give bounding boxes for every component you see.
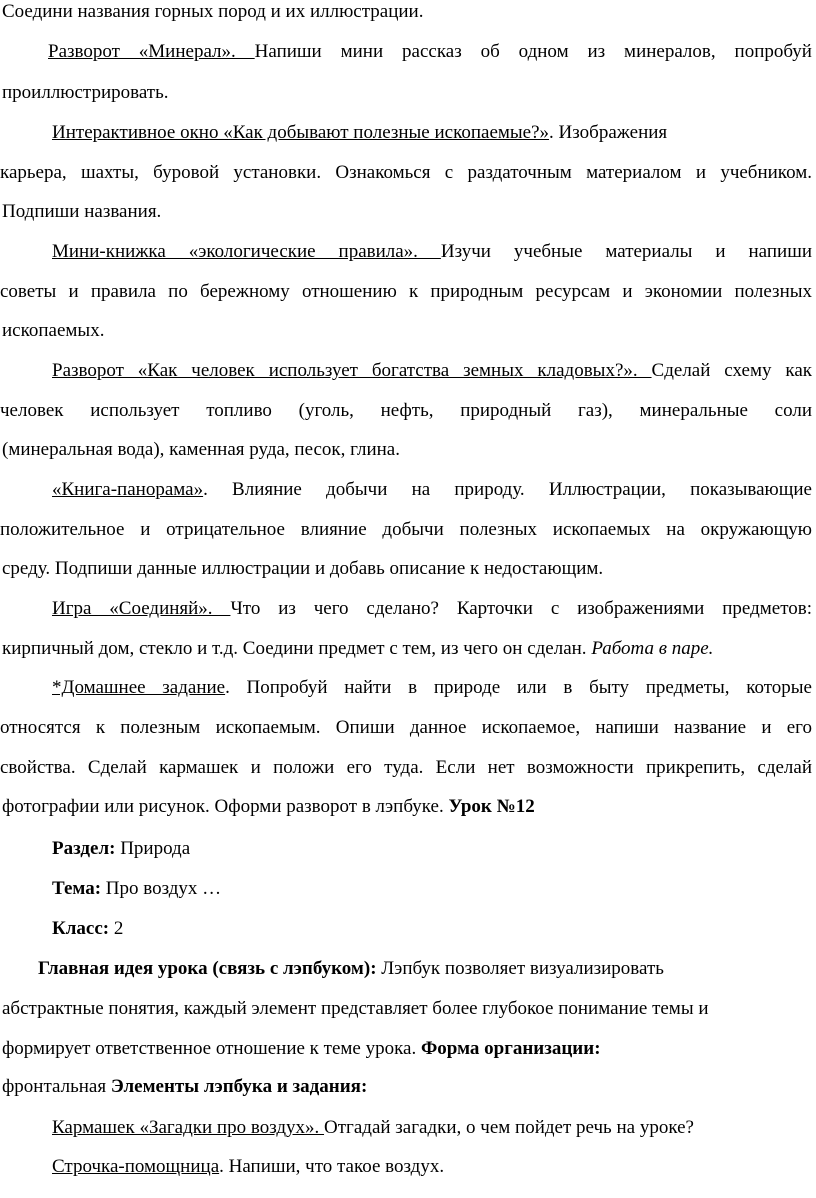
p4-line2-text: человек использует топливо (уголь, нефть, природный газ), минеральные соли [0, 400, 812, 421]
p2-line3-text: Подпиши названия. [2, 201, 162, 222]
intro-line [2, 1, 423, 23]
p7-title: *Домашнее задание [52, 677, 226, 698]
p3-title: Мини-книжка «экологические правила». [52, 241, 441, 262]
class-line [52, 918, 123, 940]
p6-title: Игра «Соединяй». [52, 598, 231, 619]
p1-line1-rest: Напиши мини рассказ об одном из минералов, попробуй [254, 41, 812, 62]
section-line [52, 838, 190, 860]
p3-line1-rest: Изучи учебные материалы и напиши [440, 241, 812, 262]
topic-line [52, 878, 221, 900]
p6-line-1 [0, 598, 812, 620]
p4-line1-rest: Сделай схему как [651, 360, 812, 381]
p4-title: Разворот «Как человек использует богатства земных кладовых?». [52, 360, 652, 381]
p7-line2-text: относятся к полезным ископаемым. Опиши данное ископаемое, напиши название и его [0, 717, 812, 738]
p5-line1-rest: . Влияние добычи на природу. Иллюстрации, показывающие [203, 479, 812, 500]
section-value: Природа [115, 838, 191, 859]
p5-line-1 [0, 479, 812, 501]
task-2-line [52, 1156, 444, 1178]
idea-line4-text: фронтальная [2, 1076, 111, 1097]
p4-line-1 [0, 360, 812, 382]
p7-line3-text: свойства. Сделай кармашек и положи его туда. Если нет возможности прикрепить, сделай [0, 757, 812, 778]
task-1-line [52, 1117, 694, 1139]
p2-line1-rest: . Изображения [549, 122, 668, 143]
idea-line-4 [2, 1076, 367, 1098]
p5-line3-text: среду. Подпиши данные иллюстрации и добавь описание к недостающим. [2, 558, 604, 579]
p3-line-2 [0, 281, 812, 303]
topic-value: Про воздух … [101, 878, 222, 899]
idea-label: Главная идея урока (связь с лэпбуком): [38, 958, 377, 979]
task-2-text: . Напиши, что такое воздух. [219, 1156, 445, 1177]
p6-line-2 [2, 638, 713, 660]
p2-title: Интерактивное окно «Как добывают полезные ископаемые?» [52, 122, 550, 143]
section-label: Раздел: [52, 838, 116, 859]
p7-line-2 [0, 717, 812, 739]
p5-line2-text: положительное и отрицательное влияние добычи полезных ископаемых на окружающую [0, 519, 812, 540]
p4-line3-text: (минеральная вода), каменная руда, песок, глина. [2, 439, 400, 460]
p3-line-1 [0, 241, 812, 263]
class-value: 2 [109, 918, 124, 939]
p4-line-2 [0, 400, 812, 422]
p1-line-1 [0, 41, 812, 63]
p2-line-1 [52, 122, 667, 144]
p5-title: «Книга-панорама» [52, 479, 204, 500]
class-label: Класс: [52, 918, 110, 939]
p7-line1-rest: . Попробуй найти в природе или в быту предметы, которые [225, 677, 812, 698]
p6-line1-rest: Что из чего сделано? Карточки с изображениями предметов: [230, 598, 812, 619]
p3-line2-text: советы и правила по бережному отношению к природным ресурсам и экономии полезных [0, 281, 812, 302]
idea-line3-text: формирует ответственное отношение к теме урока. [2, 1038, 421, 1059]
p3-line3-text: ископаемых. [2, 320, 105, 341]
p1-line-2 [2, 82, 169, 104]
p2-line2-text: карьера, шахты, буровой установки. Ознакомься с раздаточным материалом и учебником. [0, 162, 812, 183]
topic-label: Тема: [52, 878, 102, 899]
p5-line-3 [2, 558, 603, 580]
p1-title: Разворот «Минерал». [48, 41, 255, 62]
lapbook-elements-label: Элементы лэпбука и задания: [110, 1076, 368, 1097]
p7-line-1 [0, 677, 812, 699]
intro-text: Соедини названия горных пород и их иллюстрации. [2, 1, 424, 22]
p7-line-4 [2, 796, 535, 818]
p6-line2-italic: Работа в паре. [591, 638, 714, 659]
idea-line1-rest: Лэпбук позволяет визуализировать [376, 958, 664, 979]
p5-line-2 [0, 519, 812, 541]
p2-line-2 [0, 162, 812, 184]
p4-line-3 [2, 439, 400, 461]
task-1-text: Отгадай загадки, о чем пойдет речь на уроке? [324, 1117, 694, 1138]
task-1-title: Кармашек «Загадки про воздух». [52, 1117, 325, 1138]
p7-line4-text: фотографии или рисунок. Оформи разворот в лэпбуке. [2, 796, 449, 817]
organization-form-label: Форма организации: [420, 1038, 601, 1059]
p1-line2-text: проиллюстрировать. [2, 82, 169, 103]
idea-line-1 [38, 958, 664, 980]
idea-line2-text: абстрактные понятия, каждый элемент представляет более глубокое понимание темы и [2, 998, 709, 1019]
idea-line-3 [2, 1038, 601, 1060]
task-2-title: Строчка-помощница [52, 1156, 220, 1177]
p2-line-3 [2, 201, 161, 223]
p3-line-3 [2, 320, 104, 342]
idea-line-2 [2, 998, 709, 1020]
lesson-number: Урок №12 [448, 796, 535, 817]
p7-line-3 [0, 757, 812, 779]
p6-line2-text: кирпичный дом, стекло и т.д. Соедини предмет с тем, из чего он сделан. [2, 638, 592, 659]
